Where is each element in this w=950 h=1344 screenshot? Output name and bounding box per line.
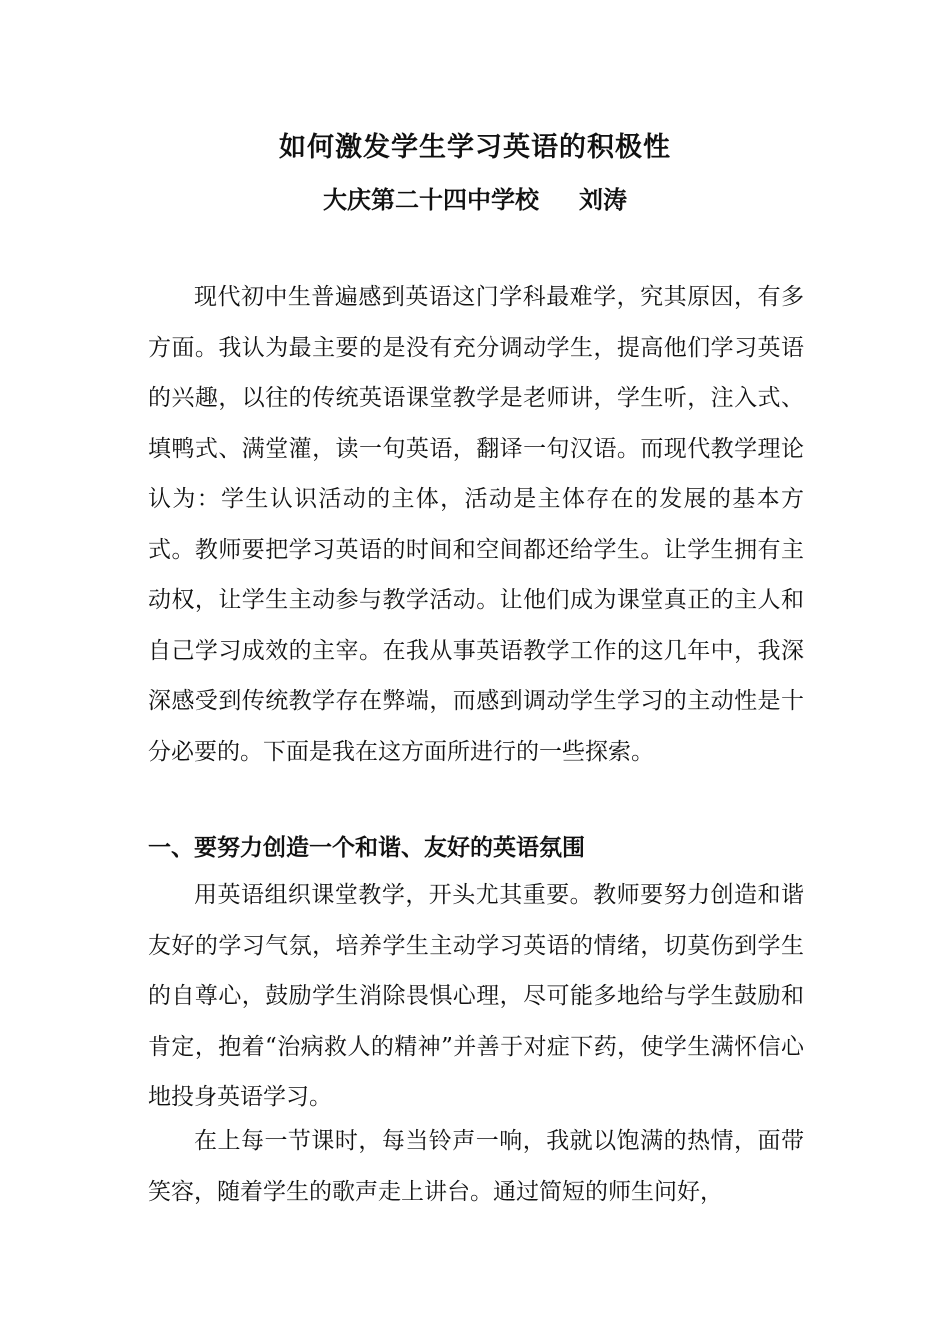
author-name: 刘涛 — [579, 185, 627, 214]
paragraph-section1-1: 用英语组织课堂教学，开头尤其重要。教师要努力创造和谐友好的学习气氛，培养学生主动学习英语的情绪，切莫伤到学生的自尊心，鼓励学生消除畏惧心理，尽可能多地给与学生鼓励和肯定，抱着“治病救人的精神”并善于对症下药，使学生满怀信心地投身英语学习。 — [148, 882, 804, 1110]
section-heading-1: 一、要努力创造一个和谐、友好的英语氛围 — [148, 834, 585, 861]
paragraph-section1-2: 在上每一节课时，每当铃声一响，我就以饱满的热情，面带笑容，随着学生的歌声走上讲台。通过简短的师生问好， — [148, 1128, 804, 1205]
paragraph-intro: 现代初中生普遍感到英语这门学科最难学，究其原因，有多方面。我认为最主要的是没有充分调动学生，提高他们学习英语的兴趣，以往的传统英语课堂教学是老师讲，学生听，注入式、填鸭式、满堂灌，读一句英语，翻译一句汉语。而现代教学理论认为：学生认识活动的主体，活动是主体存在的发展的基本方式。教师要把学习英语的时间和空间都还给学生。让学生拥有主动权，让学生主动参与教学活动。让他们成为课堂真正的主人和自己学习成效的主宰。在我从事英语教学工作的这几年中，我深深感受到传统教学存在弊端，而感到调动学生学习的主动性是十分必要的。下面是我在这方面所进行的一些探索。 — [148, 284, 804, 765]
school-name: 大庆第二十四中学校 — [323, 185, 539, 214]
document-byline — [0, 182, 950, 218]
document-title: 如何激发学生学习英语的积极性 — [279, 132, 671, 163]
